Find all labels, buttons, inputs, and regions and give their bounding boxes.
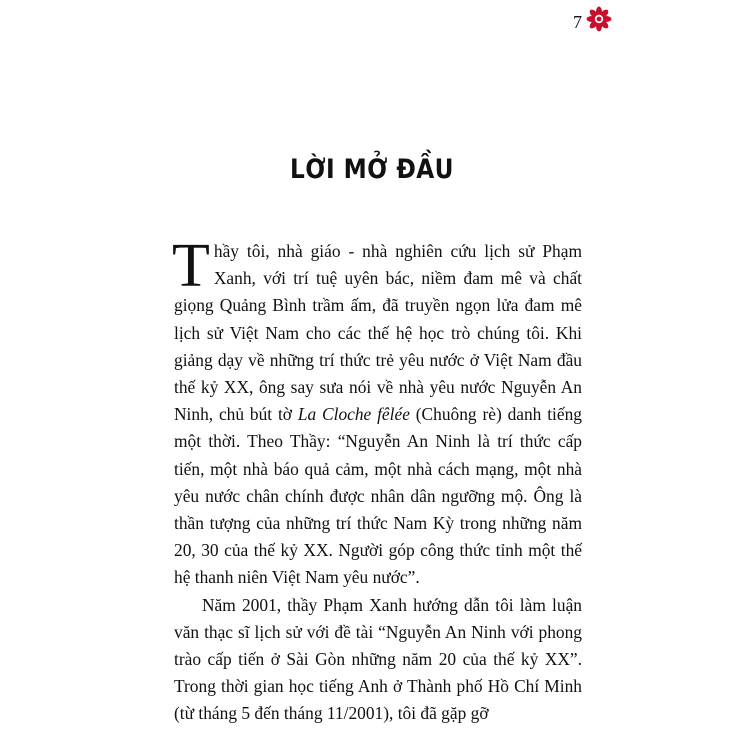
page-number: 7 [573, 12, 582, 32]
paragraph-1 [172, 232, 582, 592]
drop-cap: T [172, 232, 210, 300]
body-text [172, 232, 582, 728]
paragraph-1-text-a: hầy tôi, nhà giáo - nhà nghiên cứu lịch sử Phạm Xanh, với trí tuệ uyên bác, niềm đam mê và chất giọng Quảng Bình trầm ấm, đã truyền ngọn lửa đam mê lịch sử Việt Nam cho các thế hệ học trò chúng tôi. Khi giảng dạy về những trí thức trẻ yêu nước ở Việt Nam đầu thế kỷ XX, ông say sưa nói về nhà yêu nước Nguyễn An Ninh, chủ bút tờ [174, 241, 582, 425]
paragraph-1-text-b: (Chuông rè) danh tiếng một thời. Theo Thầy: “Nguyễn An Ninh là trí thức cấp tiến, một nhà báo quả cảm, một nhà cách mạng, một nhà yêu nước chân chính được nhân dân ngưỡng mộ. Ông là thần tượng của những trí thức Nam Kỳ trong những năm 20, 30 của thế kỷ XX. Người góp công thức tỉnh một thế hệ thanh niên Việt Nam yêu nước”. [174, 404, 582, 588]
newspaper-title: La Cloche fêlée [297, 404, 410, 425]
page-title: LỜI MỞ ĐẦU [290, 154, 454, 185]
red-flower-logo-icon [586, 6, 612, 32]
paragraph-2: Năm 2001, thầy Phạm Xanh hướng dẫn tôi làm luận văn thạc sĩ lịch sử với đề tài “Nguyễn An Ninh với phong trào cấp tiến ở Sài Gòn những năm 20 của thế kỷ XX”. Trong thời gian học tiếng Anh ở Thành phố Hồ Chí Minh (từ tháng 5 đến tháng 11/2001), tôi đã gặp gỡ [174, 594, 582, 724]
